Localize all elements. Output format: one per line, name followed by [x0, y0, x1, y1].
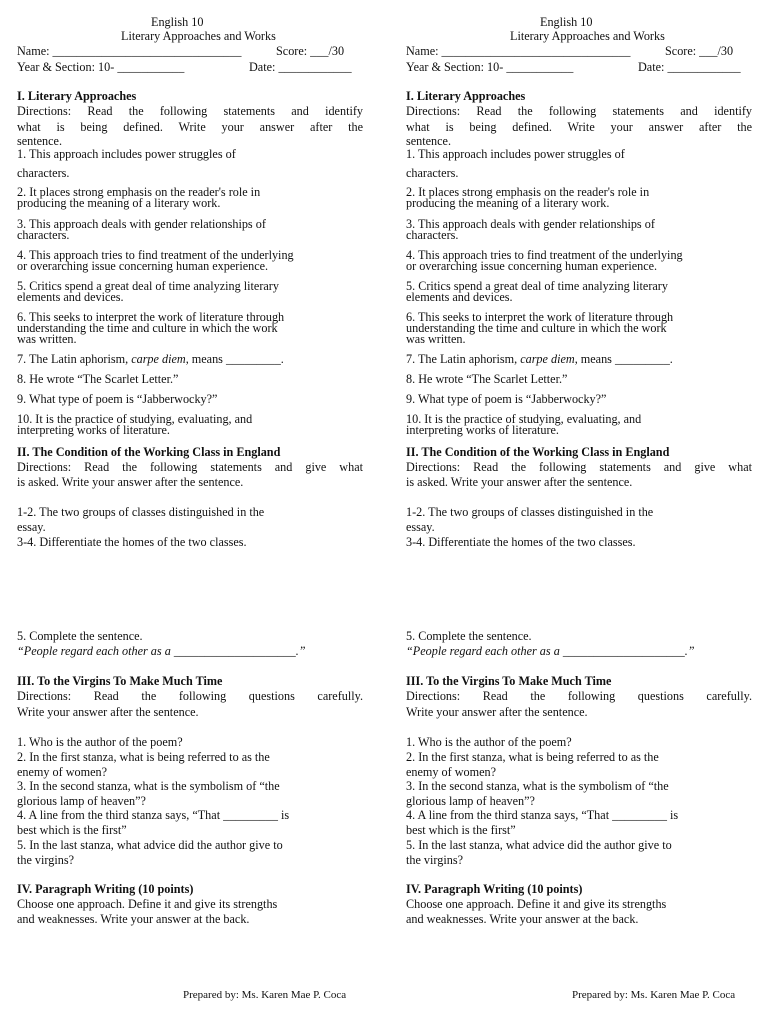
part3-question-1: 1. Who is the author of the poem? [406, 735, 572, 749]
part2-directions: is asked. Write your answer after the sentence. [17, 475, 244, 489]
part3-heading: III. To the Virgins To Make Much Time [406, 674, 612, 688]
question-1: 1. This approach includes power struggles of [406, 147, 625, 161]
question-10: 10. It is the practice of studying, evaluating, and [406, 412, 642, 426]
question-5: 5. Critics spend a great deal of time analyzing literary [17, 279, 279, 293]
part2-item-5: 5. Complete the sentence. [406, 629, 532, 643]
question-3: 3. This approach deals with gender relationships of [17, 217, 266, 231]
part3-question-2: enemy of women? [406, 765, 497, 779]
part4-instructions: and weaknesses. Write your answer at the back. [406, 912, 639, 926]
question-5: elements and devices. [17, 290, 124, 304]
part1-directions: what is being defined. Write your answer after the [17, 120, 363, 134]
part3-question-2: 2. In the first stanza, what is being referred to as the [406, 750, 659, 764]
question-2: producing the meaning of a literary work. [17, 196, 221, 210]
question-4: or overarching issue concerning human experience. [406, 259, 658, 273]
part2-quote: “People regard each other as a ____________________.” [17, 644, 306, 658]
part2-item-5: 5. Complete the sentence. [17, 629, 143, 643]
score-field: Score: ___/30 [665, 44, 734, 58]
part2-item-1-2: essay. [17, 520, 46, 534]
worksheet-left [17, 0, 363, 1024]
part3-question-4: best which is the first” [17, 823, 127, 837]
question-7: 7. The Latin aphorism, carpe diem, means _________. [17, 352, 284, 366]
prepared-by: Prepared by: Ms. Karen Mae P. Coca [572, 989, 736, 1001]
part3-question-5: 5. In the last stanza, what advice did the author give to [406, 838, 672, 852]
part4-instructions: Choose one approach. Define it and give its strengths [17, 897, 278, 911]
question-4: or overarching issue concerning human experience. [17, 259, 269, 273]
worksheet-right [406, 0, 752, 1024]
question-4: 4. This approach tries to find treatment of the underlying [17, 248, 294, 262]
part3-directions: Write your answer after the sentence. [406, 705, 588, 719]
question-7: 7. The Latin aphorism, carpe diem, means _________. [406, 352, 673, 366]
part4-instructions: Choose one approach. Define it and give its strengths [406, 897, 667, 911]
question-2: producing the meaning of a literary work. [406, 196, 610, 210]
worksheet-title: Literary Approaches and Works [121, 29, 276, 43]
part3-question-4: 4. A line from the third stanza says, “That _________ is [17, 808, 290, 822]
part2-item-3-4: 3-4. Differentiate the homes of the two classes. [17, 535, 247, 549]
score-field: Score: ___/30 [276, 44, 345, 58]
question-10: interpreting works of literature. [406, 423, 559, 437]
part4-instructions: and weaknesses. Write your answer at the back. [17, 912, 250, 926]
part2-item-1-2: essay. [406, 520, 435, 534]
question-6: 6. This seeks to interpret the work of literature through [406, 310, 674, 324]
part2-item-3-4: 3-4. Differentiate the homes of the two classes. [406, 535, 636, 549]
part3-question-3: 3. In the second stanza, what is the symbolism of “the [406, 779, 669, 793]
question-1: characters. [17, 166, 70, 180]
question-6: was written. [406, 332, 466, 346]
question-2: 2. It places strong emphasis on the reader's role in [17, 185, 261, 199]
question-2: 2. It places strong emphasis on the reader's role in [406, 185, 650, 199]
part3-question-3: 3. In the second stanza, what is the symbolism of “the [17, 779, 280, 793]
part1-directions: what is being defined. Write your answer after the [406, 120, 752, 134]
question-9: 9. What type of poem is “Jabberwocky?” [17, 392, 218, 406]
question-8: 8. He wrote “The Scarlet Letter.” [406, 372, 568, 386]
part3-directions: Directions: Read the following questions carefully. [406, 689, 752, 703]
question-10: 10. It is the practice of studying, evaluating, and [17, 412, 253, 426]
question-5: 5. Critics spend a great deal of time analyzing literary [406, 279, 668, 293]
part1-heading: I. Literary Approaches [406, 89, 526, 103]
date-field: Date: ____________ [249, 60, 352, 74]
part3-question-1: 1. Who is the author of the poem? [17, 735, 183, 749]
part1-directions: Directions: Read the following statements and identify [17, 104, 363, 118]
part3-question-4: best which is the first” [406, 823, 516, 837]
part3-heading: III. To the Virgins To Make Much Time [17, 674, 223, 688]
question-6: was written. [17, 332, 77, 346]
part3-question-2: enemy of women? [17, 765, 108, 779]
question-6: understanding the time and culture in which the work [17, 321, 278, 335]
question-6: 6. This seeks to interpret the work of literature through [17, 310, 285, 324]
question-9: 9. What type of poem is “Jabberwocky?” [406, 392, 607, 406]
worksheet-title: Literary Approaches and Works [510, 29, 665, 43]
subject-title: English 10 [151, 15, 204, 29]
question-1: 1. This approach includes power struggles of [17, 147, 236, 161]
name-field: Name: _______________________________ [17, 44, 242, 58]
part2-directions: Directions: Read the following statements and give what [406, 460, 752, 474]
part2-heading: II. The Condition of the Working Class in England [406, 445, 670, 459]
part2-directions: is asked. Write your answer after the sentence. [406, 475, 633, 489]
part3-question-4: 4. A line from the third stanza says, “That _________ is [406, 808, 679, 822]
part3-directions: Directions: Read the following questions carefully. [17, 689, 363, 703]
part1-directions: sentence. [17, 134, 63, 148]
part1-directions: Directions: Read the following statements and identify [406, 104, 752, 118]
subject-title: English 10 [540, 15, 593, 29]
part3-directions: Write your answer after the sentence. [17, 705, 199, 719]
section-field: Year & Section: 10- ___________ [17, 60, 185, 74]
part2-item-1-2: 1-2. The two groups of classes distinguished in the [17, 505, 265, 519]
part2-heading: II. The Condition of the Working Class in England [17, 445, 281, 459]
part3-question-3: glorious lamp of heaven”? [17, 794, 146, 808]
part3-question-3: glorious lamp of heaven”? [406, 794, 535, 808]
part4-heading: IV. Paragraph Writing (10 points) [17, 882, 194, 896]
part1-directions: sentence. [406, 134, 452, 148]
date-field: Date: ____________ [638, 60, 741, 74]
question-6: understanding the time and culture in which the work [406, 321, 667, 335]
part3-question-5: the virgins? [406, 853, 463, 867]
question-1: characters. [406, 166, 459, 180]
part3-question-5: 5. In the last stanza, what advice did the author give to [17, 838, 283, 852]
question-3: characters. [406, 228, 459, 242]
question-5: elements and devices. [406, 290, 513, 304]
section-field: Year & Section: 10- ___________ [406, 60, 574, 74]
prepared-by: Prepared by: Ms. Karen Mae P. Coca [183, 989, 347, 1001]
question-10: interpreting works of literature. [17, 423, 170, 437]
part3-question-5: the virgins? [17, 853, 74, 867]
question-3: 3. This approach deals with gender relationships of [406, 217, 655, 231]
part4-heading: IV. Paragraph Writing (10 points) [406, 882, 583, 896]
question-4: 4. This approach tries to find treatment of the underlying [406, 248, 683, 262]
name-field: Name: _______________________________ [406, 44, 631, 58]
question-3: characters. [17, 228, 70, 242]
question-8: 8. He wrote “The Scarlet Letter.” [17, 372, 179, 386]
part3-question-2: 2. In the first stanza, what is being referred to as the [17, 750, 270, 764]
part2-quote: “People regard each other as a ____________________.” [406, 644, 695, 658]
part2-item-1-2: 1-2. The two groups of classes distinguished in the [406, 505, 654, 519]
part1-heading: I. Literary Approaches [17, 89, 137, 103]
part2-directions: Directions: Read the following statements and give what [17, 460, 363, 474]
